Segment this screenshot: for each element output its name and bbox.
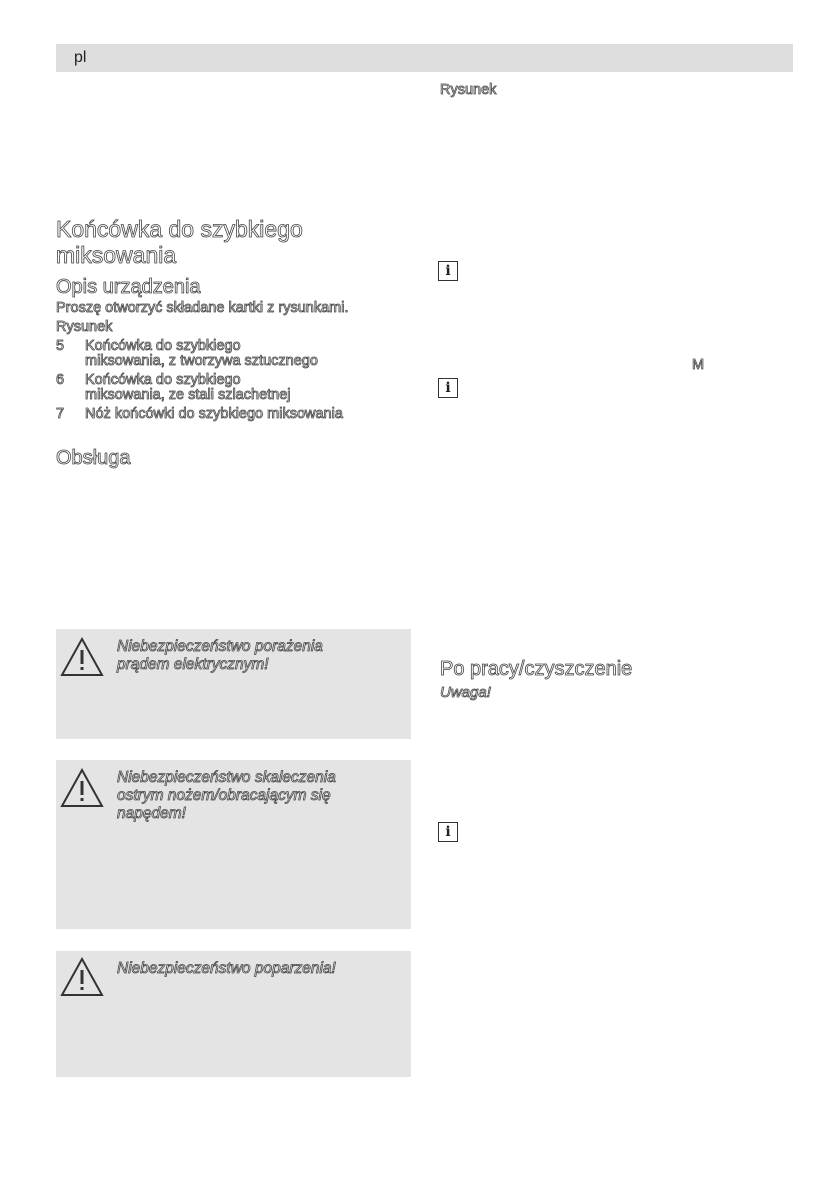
- intro-text: Proszę otworzyć składane kartki z rysunkami.: [56, 300, 349, 316]
- parts-list: [56, 339, 416, 426]
- list-item-number: 5: [56, 338, 65, 354]
- list-item-text: Końcówka do szybkiego miksowania, z tworzywa sztucznego: [85, 338, 318, 369]
- warning-triangle-icon: [60, 637, 104, 677]
- list-item-number: 7: [56, 406, 65, 422]
- list-item: [56, 407, 416, 422]
- language-header-bar: [56, 44, 793, 72]
- page-title: Końcówka do szybkiego miksowania: [56, 216, 303, 268]
- info-icon: i: [438, 378, 458, 398]
- warning-box-electric: [56, 629, 411, 739]
- list-item: [56, 339, 416, 369]
- warning-box-cut: [56, 760, 411, 929]
- warning-triangle-icon: [60, 957, 104, 997]
- section-heading-after-work: Po pracy/czyszczenie: [440, 658, 633, 680]
- warning-box-burn: [56, 951, 411, 1077]
- list-item-text: Końcówka do szybkiego miksowania, ze stali szlachetnej: [85, 372, 291, 403]
- caution-note: Uwaga!: [440, 684, 491, 701]
- warning-text: Niebezpieczeństwo poparzenia!: [117, 960, 336, 977]
- warning-triangle-icon: [60, 768, 104, 808]
- section-heading-description: Opis urządzenia: [56, 276, 201, 298]
- info-icon: i: [438, 822, 458, 842]
- section-heading-operation: Obsługa: [56, 447, 131, 469]
- info-icon: i: [438, 261, 458, 281]
- list-item-number: 6: [56, 372, 65, 388]
- list-item-text: Nóż końcówki do szybkiego miksowania: [85, 406, 343, 422]
- language-code: pl: [74, 49, 87, 66]
- list-item: [56, 373, 416, 403]
- warning-text: Niebezpieczeństwo porażenia prądem elektrycznym!: [117, 638, 323, 673]
- figure-reference: Rysunek: [56, 319, 113, 335]
- figure-reference-right: Rysunek: [440, 82, 497, 98]
- warning-text: Niebezpieczeństwo skaleczenia ostrym nożem/obracającym się napędem!: [117, 769, 336, 822]
- letter-m: M: [692, 357, 705, 373]
